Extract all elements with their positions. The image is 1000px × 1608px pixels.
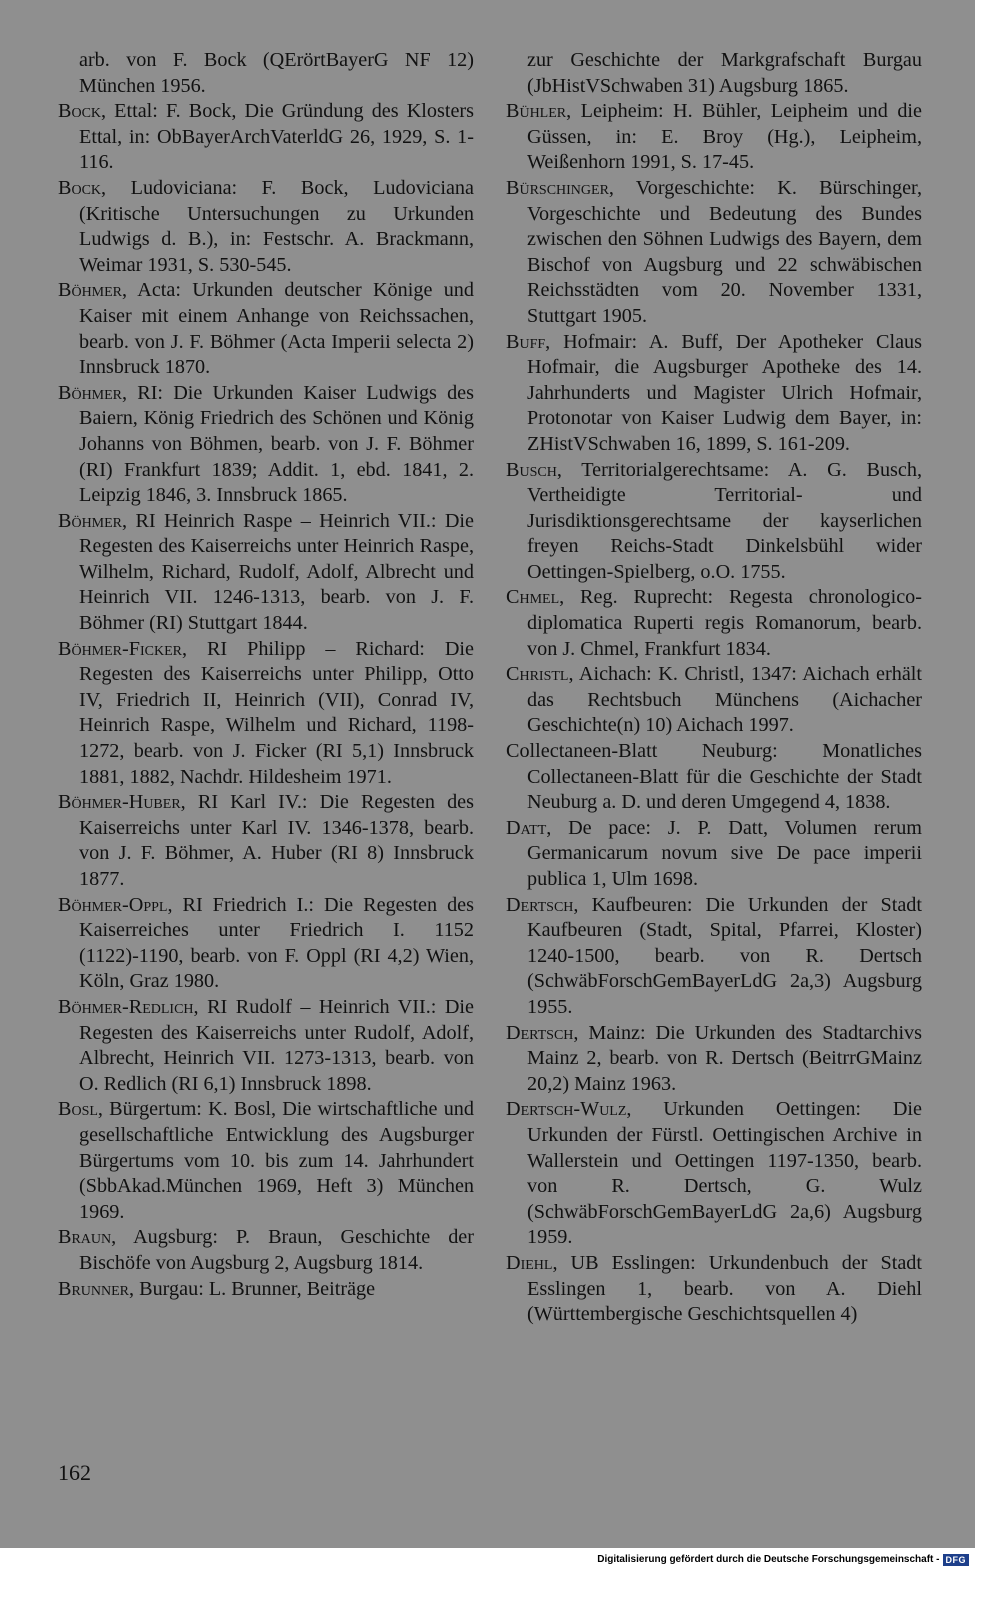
bibliography-entry [506,458,922,586]
entry-text: , RI Friedrich I.: Die Regesten des Kaiserreiches unter Friedrich I. 1152 (1122)-1190, bearb. von F. Oppl (RI 4,2) Wien, Köln, Graz 1980. [79,893,474,993]
left-column [58,48,474,1302]
bibliography-entry [58,278,474,380]
entry-text: , RI Heinrich Raspe – Heinrich VII.: Die Regesten des Kaiserreichs unter Heinrich Raspe, Wilhelm, Richard, Rudolf, Adolf, Albrecht und Heinrich VII. 1246-1313, bearb. von J. F. Böhmer (RI) Stuttgart 1844. [79,509,474,635]
bibliography-entry [506,662,922,739]
bibliography-entry [58,1277,474,1303]
bibliography-entry [506,48,922,99]
entry-text: , RI Karl IV.: Die Regesten des Kaiserreichs unter Karl IV. 1346-1378, bearb. von J. F. Böhmer, A. Huber (RI 8) Innsbruck 1877. [79,791,474,890]
dfg-logo-icon: DFG [943,1554,970,1566]
bibliography-entry [58,381,474,509]
entry-text: , UB Esslingen: Urkundenbuch der Stadt Esslingen 1, bearb. von A. Diehl (Württembergische Geschichtsquellen 4) [527,1251,922,1326]
entry-author: Buff [506,330,546,353]
entry-text: , RI Philipp – Richard: Die Regesten des Kaiserreichs unter Philipp, Otto IV, Friedrich II, Heinrich (VII), Conrad IV, Heinrich Raspe, Wilhelm und Richard, 1198-1272, bearb. von J. Ficker (RI 5,1) Innsbruck 1881, 1882, Nachdr. Hildesheim 1971. [79,637,474,788]
entry-author: Dertsch [506,1021,574,1044]
entry-text: , Ludoviciana: F. Bock, Ludoviciana (Kritische Untersuchungen zu Urkunden Ludwigs d. B.), in: Festschr. A. Brackmann, Weimar 1931, S. 530-545. [79,176,474,276]
bibliography-entry [58,637,474,791]
bibliography-entry [58,99,474,176]
bibliography-entry [506,893,922,1021]
entry-text: , Territorialgerechtsame: A. G. Busch, Vertheidigte Territorial- und Jurisdiktionsgerechtsame der kayserlichen freyen Reichs-Stadt Dinkelsbühl wider Oettingen-Spielberg, o.O. 1755. [527,458,922,583]
entry-text: , Burgau: L. Brunner, Beiträge [129,1277,376,1300]
right-column [506,48,922,1328]
bibliography-entry [58,176,474,278]
bibliography-entry [506,176,922,330]
entry-text: , Acta: Urkunden deutscher Könige und Kaiser mit einem Anhange von Reichssachen, bearb. von J. F. Böhmer (Acta Imperii selecta 2) Innsbruck 1870. [79,279,474,379]
entry-author: Chmel [506,586,560,609]
entry-text: , Mainz: Die Urkunden des Stadtarchivs Mainz 2, bearb. von R. Dertsch (BeitrrGMainz 20,2) Mainz 1963. [527,1021,922,1095]
bibliography-entry [506,1251,922,1328]
entry-text: , Vorgeschichte: K. Bürschinger, Vorgeschichte und Bedeutung des Bundes zwischen den Söhnen Ludwigs des Bayern, dem Bischof von Augsburg und 22 schwäbischen Reichsstädten vom 20. November 1331, Stuttgart 1905. [527,176,922,327]
entry-author: Brunner [58,1277,130,1300]
entry-author: Bock [58,176,102,199]
bibliography-entry [506,816,922,893]
bibliography-entry [506,99,922,176]
bibliography-entry [58,995,474,1097]
entry-text: , RI Rudolf – Heinrich VII.: Die Regesten des Kaiserreichs unter Rudolf, Adolf, Albrecht, Heinrich VII. 1273-1313, bearb. von O. Redlich (RI 6,1) Innsbruck 1898. [79,995,474,1095]
entry-author: Böhmer [58,509,123,532]
entry-author: Braun [58,1226,112,1249]
entry-text: , Augsburg: P. Braun, Geschichte der Bischöfe von Augsburg 2, Augsburg 1814. [79,1226,474,1274]
bibliography-entry [58,48,474,99]
entry-author: Datt [506,816,547,839]
page-number: 162 [58,1460,91,1485]
entry-author: Diehl [506,1251,553,1274]
entry-author: Böhmer-Oppl [58,893,168,916]
entry-text: arb. von F. Bock (QErörtBayerG NF 12) München 1956. [79,49,474,97]
entry-text: Collectaneen-Blatt Neuburg: Monatliches Collectaneen-Blatt für die Geschichte der Stadt Neuburg a. D. und deren Umgegend 4, 1838. [506,740,922,814]
bibliography-entry [506,585,922,662]
bibliography-entry [58,509,474,637]
bibliography-entry [58,1225,474,1276]
bibliography-entry [506,1097,922,1251]
entry-text: , Aichach: K. Christl, 1347: Aichach erhält das Rechtsbuch Münchens (Aichacher Geschichte(n) 10) Aichach 1997. [527,663,922,737]
entry-text: , Reg. Ruprecht: Regesta chronologico-diplomatica Ruperti regis Romanorum, bearb. von J. Chmel, Frankfurt 1834. [527,586,922,660]
entry-text: , De pace: J. P. Datt, Volumen rerum Germanicarum novum sive De pace imperii publica 1, Ulm 1698. [527,816,922,890]
entry-author: Busch [506,458,557,481]
entry-author: Böhmer-Huber [58,791,181,814]
entry-author: Bosl [58,1098,98,1121]
entry-author: Bock [58,100,102,123]
digitization-footer [597,1551,969,1568]
entry-author: Bürschinger [506,176,609,199]
entry-author: Böhmer-Redlich [58,995,194,1018]
bibliography-entry [58,790,474,892]
entry-author: Böhmer [58,381,123,404]
footer-text: Digitalisierung gefördert durch die Deutsche Forschungsgemeinschaft - [597,1554,940,1565]
entry-text: zur Geschichte der Markgrafschaft Burgau (JbHistVSchwaben 31) Augsburg 1865. [527,49,922,97]
bibliography-entry [58,1097,474,1225]
entry-text: , Hofmair: A. Buff, Der Apotheker Claus Hofmair, die Augsburger Apotheke des 14. Jahrhunderts und Magister Ulrich Hofmair, Protonotar von Kaiser Ludwig dem Bayer, in: ZHistVSchwaben 16, 1899, S. 161-209. [527,330,922,455]
entry-author: Christl [506,663,569,686]
entry-author: Dertsch [506,893,574,916]
bibliography-entry [58,893,474,995]
bibliography-entry [506,739,922,816]
entry-text: , Kaufbeuren: Die Urkunden der Stadt Kaufbeuren (Stadt, Spital, Pfarrei, Kloster) 1240-1500, bearb. von R. Dertsch (SchwäbForschGemBayerLdG 2a,3) Augsburg 1955. [527,893,922,1018]
bibliography-entry [506,330,922,458]
entry-text: , Urkunden Oettingen: Die Urkunden der Fürstl. Oettingischen Archive in Wallerstein und Oettingen 1197-1350, bearb. von R. Dertsch, G. Wulz (SchwäbForschGemBayerLdG 2a,6) Augsburg 1959. [527,1098,922,1249]
entry-text: , RI: Die Urkunden Kaiser Ludwigs des Baiern, König Friedrich des Schönen und König Johanns von Böhmen, bearb. von J. F. Böhmer (RI) Frankfurt 1839; Addit. 1, ebd. 1841, 2. Leipzig 1846, 3. Innsbruck 1865. [79,381,474,507]
entry-author: Dertsch-Wulz [506,1098,627,1121]
entry-text: , Bürgertum: K. Bosl, Die wirtschaftliche und gesellschaftliche Entwicklung des Augsburger Bürgertums vom 10. bis zum 14. Jahrhundert (SbbAkad.München 1969, Heft 3) München 1969. [79,1098,474,1223]
bibliography-entry [506,1021,922,1098]
entry-text: , Leipheim: H. Bühler, Leipheim und die Güssen, in: E. Broy (Hg.), Leipheim, Weißenhorn 1991, S. 17-45. [527,100,922,174]
entry-author: Böhmer [58,279,123,302]
entry-author: Böhmer-Ficker [58,637,182,660]
entry-author: Bühler [506,100,567,123]
entry-text: , Ettal: F. Bock, Die Gründung des Klosters Ettal, in: ObBayerArchVaterldG 26, 1929, S. 1-116. [79,100,474,174]
